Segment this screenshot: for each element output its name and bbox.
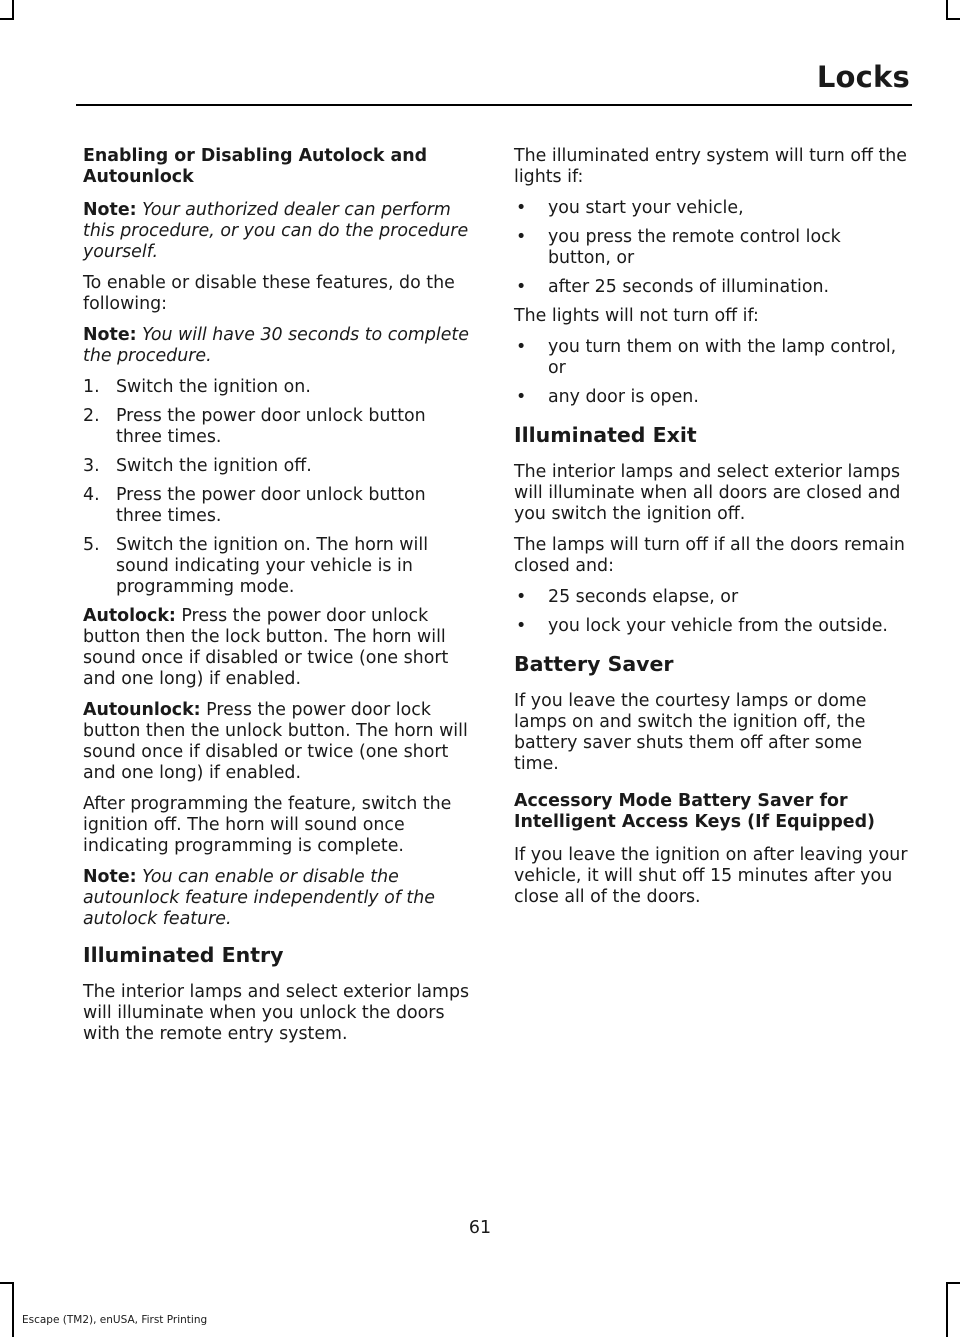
step-number: 3. xyxy=(83,456,100,476)
accessory-mode-text: If you leave the ignition on after leaving your vehicle, it will shut off 15 minutes after you close all of the doors. xyxy=(514,845,908,907)
list-item-text: you turn them on with the lamp control, or xyxy=(548,337,897,378)
autolock-text: Press the power door unlock button then the lock button. The horn will sound once if disabled or twice (one short and one long) if enabled. xyxy=(83,606,449,689)
note-text: You will have 30 seconds to complete the procedure. xyxy=(83,325,469,366)
footer-text: Escape (TM2), enUSA, First Printing xyxy=(22,1314,208,1326)
list-item-text: you lock your vehicle from the outside. xyxy=(548,616,888,636)
note-time-limit xyxy=(83,325,475,367)
bullet-icon: • xyxy=(516,227,527,247)
bullet-icon: • xyxy=(516,587,527,607)
entry-off-intro: The illuminated entry system will turn off the lights if: xyxy=(514,146,908,187)
crop-mark-bottom-right-v xyxy=(946,1282,948,1337)
illuminated-exit-heading: Illuminated Exit xyxy=(514,423,697,447)
not-off-list xyxy=(514,337,908,408)
note-label: Note: xyxy=(83,867,137,887)
step-text: Switch the ignition on. The horn will sound indicating your vehicle is in programming mode. xyxy=(116,535,429,597)
step-text: Press the power door unlock button three times. xyxy=(116,406,426,447)
battery-saver-text: If you leave the courtesy lamps or dome lamps on and switch the ignition off, the battery saver shuts them off after some time. xyxy=(514,691,867,774)
bullet-icon: • xyxy=(516,616,527,636)
not-off-intro: The lights will not turn off if: xyxy=(514,306,759,326)
list-item xyxy=(514,587,908,608)
list-item-text: 25 seconds elapse, or xyxy=(548,587,739,607)
accessory-mode-heading: Accessory Mode Battery Saver for Intelligent Access Keys (If Equipped) xyxy=(514,791,875,832)
note-independent xyxy=(83,867,475,930)
note-text: Your authorized dealer can perform this procedure, or you can do the procedure yourself. xyxy=(83,200,469,262)
list-item-text: any door is open. xyxy=(548,387,699,407)
step-item xyxy=(83,535,475,598)
illuminated-entry-heading: Illuminated Entry xyxy=(83,943,284,967)
autolock-term: Autolock: xyxy=(83,606,176,626)
bullet-icon: • xyxy=(516,387,527,407)
lamps-off-list xyxy=(514,587,908,637)
list-item xyxy=(514,198,908,219)
list-item-text: you start your vehicle, xyxy=(548,198,744,218)
crop-mark-top-left-v xyxy=(12,0,14,20)
right-column xyxy=(514,146,908,918)
entry-off-list xyxy=(514,198,908,298)
procedure-steps xyxy=(83,377,475,598)
step-item xyxy=(83,485,475,527)
illuminated-entry-text: The interior lamps and select exterior lamps will illuminate when you unlock the doors with the remote entry system. xyxy=(83,982,470,1044)
list-item xyxy=(514,616,908,637)
header-divider xyxy=(76,104,912,106)
step-text: Press the power door unlock button three times. xyxy=(116,485,426,526)
list-item-text: after 25 seconds of illumination. xyxy=(548,277,830,297)
list-item xyxy=(514,337,908,379)
autolock-section-heading: Enabling or Disabling Autolock and Autounlock xyxy=(83,146,428,187)
autolock-paragraph xyxy=(83,606,475,690)
step-number: 1. xyxy=(83,377,100,397)
crop-mark-top-right-v xyxy=(946,0,948,20)
illuminated-exit-text: The interior lamps and select exterior lamps will illuminate when all doors are closed and you switch the ignition off. xyxy=(514,462,901,524)
crop-mark-bottom-left-v xyxy=(12,1282,14,1337)
step-text: Switch the ignition off. xyxy=(116,456,312,476)
bullet-icon: • xyxy=(516,277,527,297)
bullet-icon: • xyxy=(516,337,527,357)
step-text: Switch the ignition on. xyxy=(116,377,311,397)
step-item xyxy=(83,377,475,398)
step-number: 5. xyxy=(83,535,100,555)
battery-saver-heading: Battery Saver xyxy=(514,652,674,676)
crop-mark-top-right-h xyxy=(946,18,960,20)
list-item xyxy=(514,387,908,408)
page-title: Locks xyxy=(816,60,910,94)
note-dealer xyxy=(83,200,475,263)
step-item xyxy=(83,456,475,477)
lamps-off-intro: The lamps will turn off if all the doors remain closed and: xyxy=(514,535,905,576)
list-item-text: you press the remote control lock button, or xyxy=(548,227,841,268)
autounlock-term: Autounlock: xyxy=(83,700,201,720)
page-number: 61 xyxy=(468,1218,492,1238)
step-item xyxy=(83,406,475,448)
crop-mark-bottom-left-h xyxy=(0,1282,14,1284)
intro-paragraph: To enable or disable these features, do the following: xyxy=(83,273,455,314)
note-label: Note: xyxy=(83,325,137,345)
autounlock-text: Press the power door lock button then the unlock button. The horn will sound once if disabled or twice (one short and one long) if enabled. xyxy=(83,700,468,783)
note-text: You can enable or disable the autounlock feature independently of the autolock feature. xyxy=(83,867,435,929)
list-item xyxy=(514,277,908,298)
bullet-icon: • xyxy=(516,198,527,218)
after-programming-paragraph: After programming the feature, switch the ignition off. The horn will sound once indicating programming is complete. xyxy=(83,794,452,856)
list-item xyxy=(514,227,908,269)
autounlock-paragraph xyxy=(83,700,475,784)
step-number: 2. xyxy=(83,406,100,426)
crop-mark-top-left-h xyxy=(0,18,14,20)
step-number: 4. xyxy=(83,485,100,505)
crop-mark-bottom-right-h xyxy=(946,1282,960,1284)
left-column xyxy=(83,146,475,1055)
note-label: Note: xyxy=(83,200,137,220)
